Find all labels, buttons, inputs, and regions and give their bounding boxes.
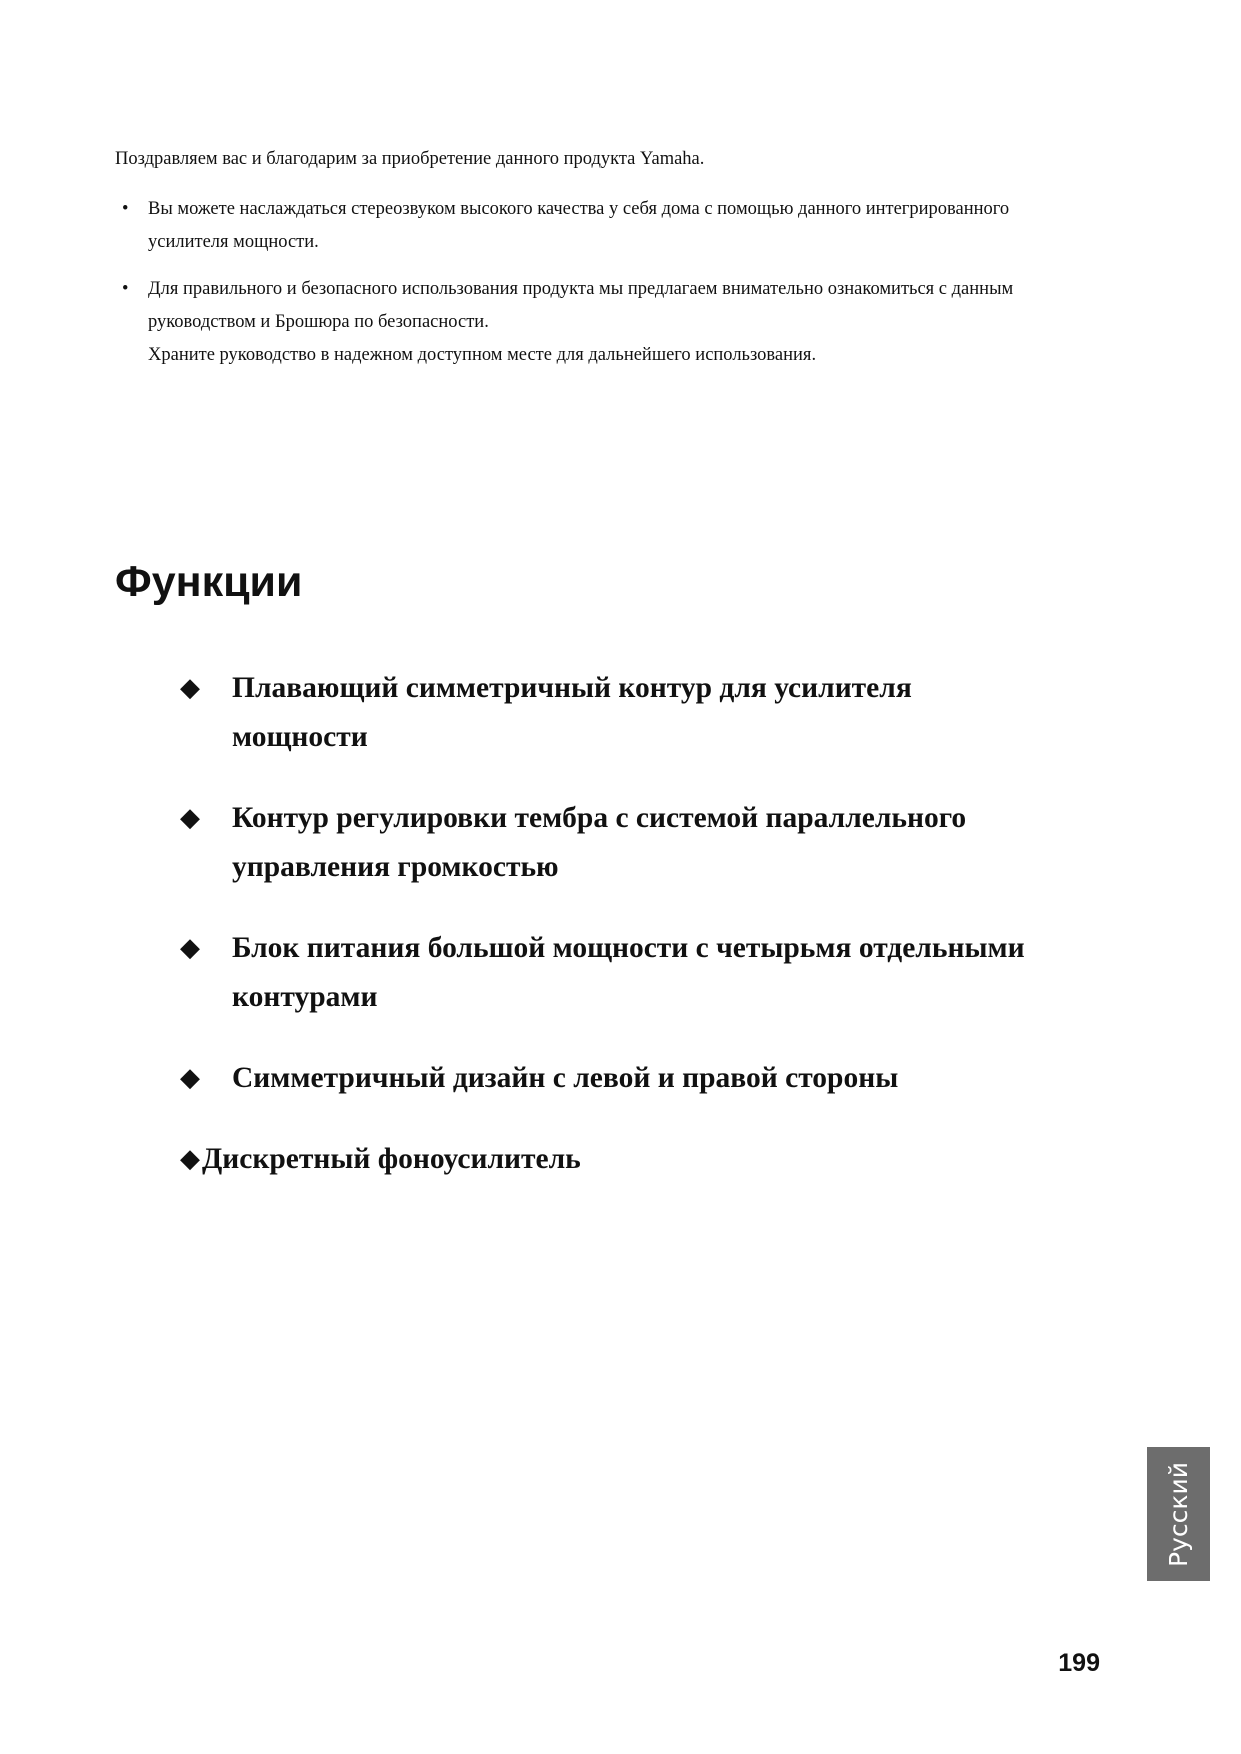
- feature-text: контурами: [232, 981, 378, 1013]
- intro-bullet-item: [115, 193, 1115, 259]
- intro-bullet-line: Вы можете наслаждаться стереозвуком высокого качества у себя дома с помощью данного интегрированного: [148, 199, 1010, 219]
- language-tab-label: Русский: [1164, 1461, 1193, 1567]
- intro-bullet-line: Для правильного и безопасного использования продукта мы предлагаем внимательно ознакомиться с данным: [148, 279, 1014, 299]
- feature-text: Контур регулировки тембра с системой параллельного: [232, 802, 967, 834]
- feature-item: [180, 794, 1120, 892]
- intro-greeting: Поздравляем вас и благодарим за приобретение данного продукта Yamaha.: [115, 149, 705, 169]
- feature-item: [180, 1135, 1120, 1184]
- feature-text: Блок питания большой мощности с четырьмя отдельными: [232, 932, 1025, 964]
- feature-item: [180, 1054, 1120, 1103]
- intro-bullet-list: [115, 193, 1115, 372]
- diamond-bullet-icon: ◆: [180, 933, 200, 963]
- diamond-bullet-icon: ◆: [180, 1144, 200, 1174]
- language-tab: [1147, 1447, 1210, 1581]
- bullet-icon: •: [122, 199, 129, 219]
- features-list: [180, 664, 1120, 1216]
- section-title: Функции: [115, 558, 303, 606]
- feature-text: Дискретный фоноусилитель: [202, 1143, 581, 1175]
- feature-text: Симметричный дизайн с левой и правой стороны: [232, 1062, 899, 1094]
- page-number: 199: [1058, 1649, 1100, 1677]
- feature-text: Плавающий симметричный контур для усилителя: [232, 672, 912, 704]
- diamond-bullet-icon: ◆: [180, 1063, 200, 1093]
- intro-section: [115, 143, 1115, 386]
- bullet-icon: •: [122, 279, 129, 299]
- intro-bullet-line: руководством и Брошюра по безопасности.: [148, 312, 489, 332]
- diamond-bullet-icon: ◆: [180, 673, 200, 703]
- feature-item: [180, 664, 1120, 762]
- feature-text: мощности: [232, 721, 368, 753]
- feature-text: управления громкостью: [232, 851, 559, 883]
- intro-bullet-line: усилителя мощности.: [148, 232, 319, 252]
- feature-item: [180, 924, 1120, 1022]
- intro-bullet-item: [115, 273, 1115, 372]
- diamond-bullet-icon: ◆: [180, 803, 200, 833]
- intro-bullet-line: Храните руководство в надежном доступном месте для дальнейшего использования.: [148, 345, 817, 365]
